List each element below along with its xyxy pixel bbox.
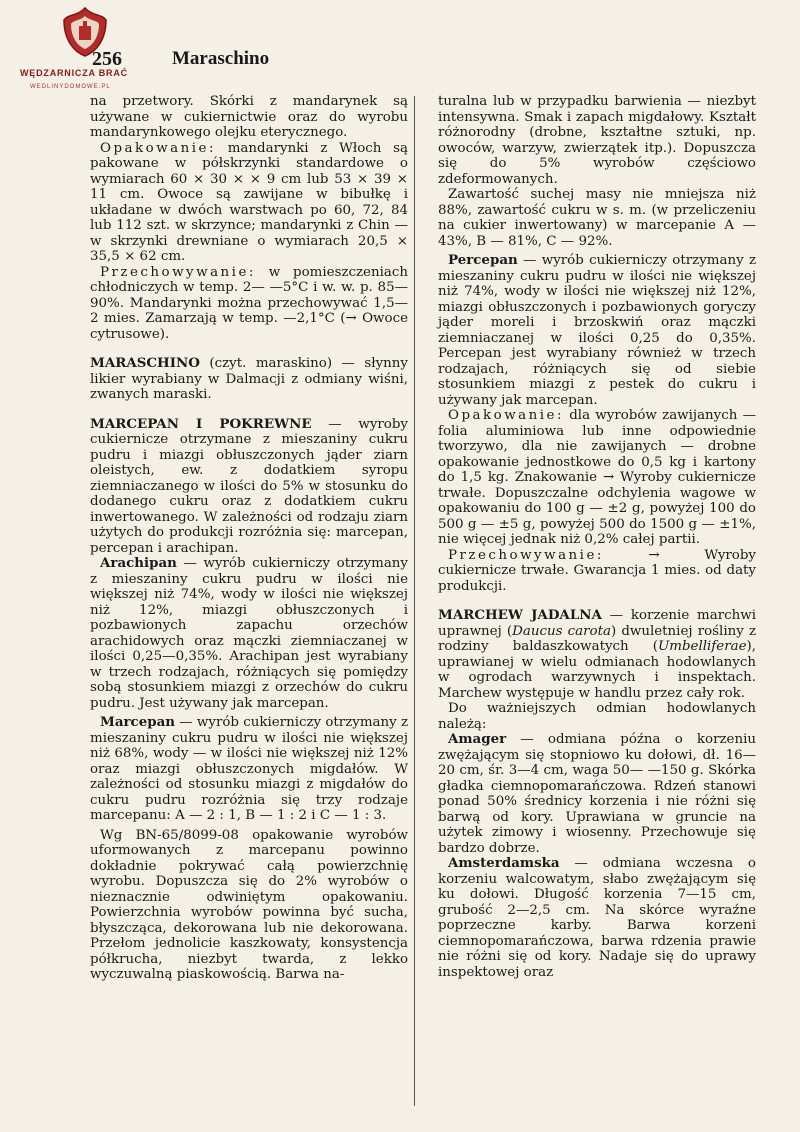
page-header (92, 48, 732, 74)
paragraph (438, 548, 756, 595)
subentry-text: — odmiana wczesna o korzeniu walcowatym, słabo zwężającym się ku dołowi. Długość korzenia 7—15 cm, grubość 2—2,5 cm. Na skórce wyraźne poprzeczne karby. Barwa korzeni ciemnopomarańczowa, barwa rdzenia prawie nie różni się od kory. Nadaje się do uprawy inspektowej oraz (438, 856, 756, 980)
entry-marcepan (90, 417, 408, 557)
subentry-text: — wyrób cukierniczy otrzymany z mieszaniny cukru pudru w ilości nie większej niż 74%, wody w ilości nie większej niż 12%, miazgi obłuszczonych i pozbawionych goryczy jąder moreli i brzoskwiń oraz mączki ziemniaczanej w ilości 0,25 do 0,35%. Percepan jest wyrabiany również w trzech rodzajach, różniących się od siebie stosunkiem miazgi z pestek do cukru i używany jak marcepan. (438, 253, 756, 408)
paragraph: turalna lub w przypadku barwienia — niezbyt intensywna. Smak i zapach migdałowy. Kształt różnorodny (drobne, kształtne sztuki, np. owoców, warzyw, zwierzątek itp.). Dopuszcza się do 5% wyrobów częściowo zdeformowanych. (438, 94, 756, 187)
paragraph (90, 141, 408, 265)
right-column (438, 94, 756, 980)
paragraph-text: dla wyrobów zawijanych — folia aluminiowa lub inne odpowiednie tworzywo, dla nie zawijanych — drobne opakowanie jednostkowe do 0,5 kg i kartony do 1,5 kg. Znakowanie → Wyroby cukiernicze trwałe. Dopuszczalne odchylenia wagowe w opakowaniu do 100 g — ±2 g, powyżej 100 do 500 g — ±5 g, powyżej 500 do 1500 g — ±1%, nie więcej jednak niż 0,2% całej partii. (438, 408, 756, 547)
subentry-heading: Percepan (448, 252, 518, 268)
paragraph: Zawartość suchej masy nie mniejsza niż 88%, zawartość cukru w s. m. (w przeliczeniu na cukier inwertowany) w marcepanie A — 43%, B — 81%, C — 92%. (438, 187, 756, 249)
subentry-amager (438, 732, 756, 856)
paragraph: Do ważniejszych odmian hodowlanych należą: (438, 701, 756, 732)
latin-name: Daucus carota (512, 623, 611, 639)
page-number: 256 (92, 48, 122, 70)
section-label: Opakowanie: (100, 140, 216, 156)
entry-heading: MARCHEW JADALNA (438, 607, 602, 623)
entry-marchew (438, 608, 756, 701)
entry-text: ), uprawianej w wielu odmianach hodowlanych w ogrodach warzywnych i inspektach. Marchew występuje w handlu przez cały rok. (438, 639, 756, 701)
section-label: Przechowywanie: (100, 264, 256, 280)
paragraph (90, 265, 408, 343)
subentry-amsterdamska (438, 856, 756, 980)
paragraph-text: → Wyroby cukiernicze trwałe. Gwarancja 1 mies. od daty produkcji. (438, 547, 756, 594)
subentry-heading: Amager (448, 731, 507, 747)
subentry-heading: Marcepan (100, 714, 176, 730)
left-column (90, 94, 408, 983)
section-label: Opakowanie: (448, 408, 564, 423)
section-label: Przechowywanie: (448, 547, 604, 563)
paragraph: Wg BN-65/8099-08 opakowanie wyrobów uformowanych z marcepanu powinno dokładnie pokrywać całą powierzchnię wyrobu. Dopuszcza się do 2% wyrobów o nieznacznie odwiniętym opakowaniu. Powierzchnia wyrobów powinna być sucha, błyszcząca, dekorowana lub nie dekorowana. Przełom jednolicie kaszkowaty, konsystencja półkrucha, niezbyt twarda, z lekko wyczuwalną piaskowością. Barwa na- (90, 827, 408, 982)
entry-text: — wyroby cukiernicze otrzymane z mieszaniny cukru pudru i miazgi obłuszczonych jąder ziarn oleistych, ew. z dodatkiem syropu ziemniaczanego w ilości do 5% w stosunku do dodanego cukru oraz z dodatkiem cukru inwertowanego. W zależności od rodzaju ziarn użytych do produkcji rozróżnia się: marcepan, percepan i arachipan. (90, 416, 408, 556)
entry-heading: MARCEPAN I POKREWNE (90, 415, 312, 432)
subentry-text: — odmiana późna o korzeniu zwężającym się stopniowo ku dołowi, dł. 16—20 cm, śr. 3—4 cm, waga 50— —150 g. Skórka gładka ciemnopomarańczowa. Rdzeń stanowi ponad 50% średnicy korzenia i nie różni się barwą od kory. Uprawiana w gruncie na użytek zimowy i wiosenny. Przechowuje się bardzo dobrze. (438, 732, 756, 856)
entry-text: ) dwuletniej rośliny z rodziny baldaszkowatych ( (438, 623, 756, 654)
running-head: Maraschino (172, 48, 270, 69)
latin-name: Umbelliferae (657, 639, 747, 654)
logo-brand-text: WĘDZARNICZA BRAĆ (20, 68, 128, 78)
paragraph-text: mandarynki z Włoch są pakowane w półskrzynki standardowe o wymiarach 60 × 30 × × 9 cm lub 53 × 39 × 11 cm. Owoce są zawijane w bibułkę i układane w dwóch warstwach po 60, 72, 84 lub 112 szt. w skrzynce; mandarynki z Chin — w skrzynki drewniane o wymiarach 20,5 × 35,5 × 62 cm. (90, 140, 408, 264)
subentry-heading: Arachipan (100, 555, 177, 571)
column-divider (414, 96, 415, 1106)
entry-maraschino (90, 356, 408, 403)
subentry-arachipan (90, 556, 408, 711)
entry-text: — korzenie marchwi uprawnej ( (438, 608, 757, 639)
subentry-text: — wyrób cukierniczy otrzymany z mieszaniny cukru pudru w ilości nie większej niż 68%, wody — w ilości nie większej niż 12% oraz miazgi obłuszczonych migdałów. W zależności od stosunku miazgi z migdałów do cukru pudru rozróżnia się trzy rodzaje marcepanu: A — 2 : 1, B — 1 : 2 i C — 1 : 3. (90, 715, 409, 823)
subentry-marcepan (90, 715, 408, 824)
logo-site-text: WEDLINYDOMOWE.PL (30, 84, 111, 90)
subentry-percepan (438, 253, 756, 408)
entry-text: (czyt. maraskino) — słynny likier wyrabiany w Dalmacji z odmiany wiśni, zwanych maraski. (90, 356, 408, 402)
paragraph-text: w pomieszczeniach chłodniczych w temp. 2— —5°C i w. w. p. 85—90%. Mandarynki można przechowywać 1,5—2 mies. Zamarzają w temp. —2,1°C (→ Owoce cytrusowe). (90, 264, 408, 342)
subentry-text: — wyrób cukierniczy otrzymany z mieszaniny cukru pudru w ilości nie większej niż 74%, wody w ilości nie większej niż 12%, miazgi obłuszczonych i pozbawionych zapachu orzechów arachidowych oraz mączki ziemniaczanej w ilości 0,25—0,35%. Arachipan jest wyrabiany w trzech rodzajach, różniących się pomiędzy sobą stosunkiem miazgi z orzechów do cukru pudru. Jest używany jak marcepan. (90, 556, 408, 711)
subentry-heading: Amsterdamska (448, 855, 560, 871)
paragraph: na przetwory. Skórki z mandarynek są używane w cukiernictwie oraz do wyrobu mandarynkowego olejku eterycznego. (90, 94, 408, 140)
entry-heading: MARASCHINO (90, 355, 200, 371)
paragraph (438, 408, 756, 548)
